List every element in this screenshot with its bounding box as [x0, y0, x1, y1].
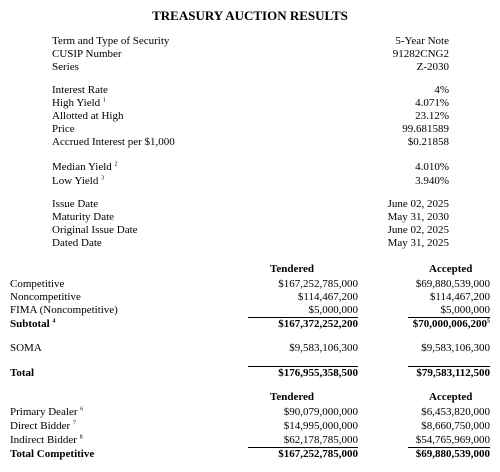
value-term: 5-Year Note: [395, 35, 449, 47]
footnote-mark: 1: [102, 97, 106, 104]
label-accrued-interest: Accrued Interest per $1,000: [52, 136, 175, 148]
value-original-issue-date: June 02, 2025: [387, 224, 449, 236]
row-tendered-subtotal: $167,372,252,200: [278, 318, 358, 330]
row-accepted-soma: $9,583,106,300: [421, 342, 490, 354]
label-price: Price: [52, 123, 75, 135]
row-label-direct-bidder: Direct Bidder $^7$: [10, 420, 76, 432]
footnote-mark: 8: [79, 434, 83, 441]
value-allotted-high: 23.12%: [415, 110, 449, 122]
value-interest-rate: 4%: [434, 84, 449, 96]
table2-tendered-header: Tendered: [270, 391, 315, 403]
table1-accepted-header: Accepted: [429, 263, 473, 275]
label-dated-date: Dated Date: [52, 237, 102, 249]
row-label-competitive: Competitive: [10, 278, 65, 290]
row-label-indirect-bidder: Indirect Bidder $^8$: [10, 434, 83, 446]
row-label-primary-dealer: Primary Dealer $^6$: [10, 406, 84, 418]
row-label-soma: SOMA: [10, 342, 42, 354]
label-high-yield: High Yield $^1$: [52, 97, 106, 109]
footnote-mark: 5: [487, 318, 490, 325]
footnote-mark: 3: [101, 175, 105, 182]
label-maturity-date: Maturity Date: [52, 211, 115, 223]
value-high-yield: 4.071%: [415, 97, 449, 109]
value-series: Z-2030: [416, 61, 449, 73]
row-label-total: Total: [10, 367, 35, 379]
value-issue-date: June 02, 2025: [387, 198, 449, 210]
table2-accepted-header: Accepted: [429, 391, 473, 403]
row-label-noncompetitive: Noncompetitive: [10, 291, 81, 303]
row-tendered-fima: $5,000,000: [308, 304, 358, 316]
row-tendered-soma: $9,583,106,300: [289, 342, 358, 354]
row-tendered-direct-bidder: $14,995,000,000: [283, 420, 358, 432]
label-low-yield: Low Yield $^3$: [52, 175, 105, 187]
row-tendered-total-competitive: $167,252,785,000: [278, 448, 358, 460]
row-tendered-primary-dealer: $90,079,000,000: [283, 406, 358, 418]
row-accepted-fima: $5,000,000: [440, 304, 490, 316]
label-issue-date: Issue Date: [52, 198, 99, 210]
label-cusip: CUSIP Number: [52, 48, 122, 60]
row-accepted-primary-dealer: $6,453,820,000: [421, 406, 490, 418]
value-maturity-date: May 31, 2030: [387, 211, 449, 223]
value-price: 99.681589: [402, 123, 449, 135]
label-series: Series: [52, 61, 79, 73]
row-accepted-competitive: $69,880,539,000: [415, 278, 490, 290]
value-accrued-interest: $0.21858: [407, 136, 449, 148]
value-dated-date: May 31, 2025: [387, 237, 449, 249]
value-low-yield: 3.940%: [415, 175, 449, 187]
label-term: Term and Type of Security: [52, 35, 170, 47]
row-label-total-competitive: Total Competitive: [10, 448, 95, 460]
row-tendered-noncompetitive: $114,467,200: [297, 291, 358, 303]
page-title: TREASURY AUCTION RESULTS: [152, 8, 348, 23]
footnote-mark: 4: [52, 318, 56, 325]
value-cusip: 91282CNG2: [392, 48, 449, 60]
footnote-mark: 2: [114, 161, 118, 168]
label-original-issue-date: Original Issue Date: [52, 224, 138, 236]
row-label-fima: FIMA (Noncompetitive): [10, 304, 118, 316]
row-tendered-indirect-bidder: $62,178,785,000: [283, 434, 358, 446]
row-tendered-total: $176,955,358,500: [278, 367, 358, 379]
table1-tendered-header: Tendered: [270, 263, 315, 275]
footnote-mark: 7: [72, 420, 76, 427]
row-accepted-direct-bidder: $8,660,750,000: [421, 420, 490, 432]
row-accepted-total: $79,583,112,500: [416, 367, 490, 379]
row-tendered-competitive: $167,252,785,000: [278, 278, 358, 290]
footnote-mark: 6: [80, 406, 84, 413]
value-median-yield: 4.010%: [415, 161, 449, 173]
row-accepted-indirect-bidder: $54,765,969,000: [415, 434, 490, 446]
row-accepted-subtotal: $70,000,006,200$^5$: [412, 318, 490, 330]
row-accepted-noncompetitive: $114,467,200: [429, 291, 490, 303]
row-label-subtotal: Subtotal $^4$: [10, 318, 56, 330]
label-allotted-high: Allotted at High: [52, 110, 124, 122]
row-accepted-total-competitive: $69,880,539,000: [415, 448, 490, 460]
label-interest-rate: Interest Rate: [52, 84, 108, 96]
label-median-yield: Median Yield $^2$: [52, 161, 118, 173]
